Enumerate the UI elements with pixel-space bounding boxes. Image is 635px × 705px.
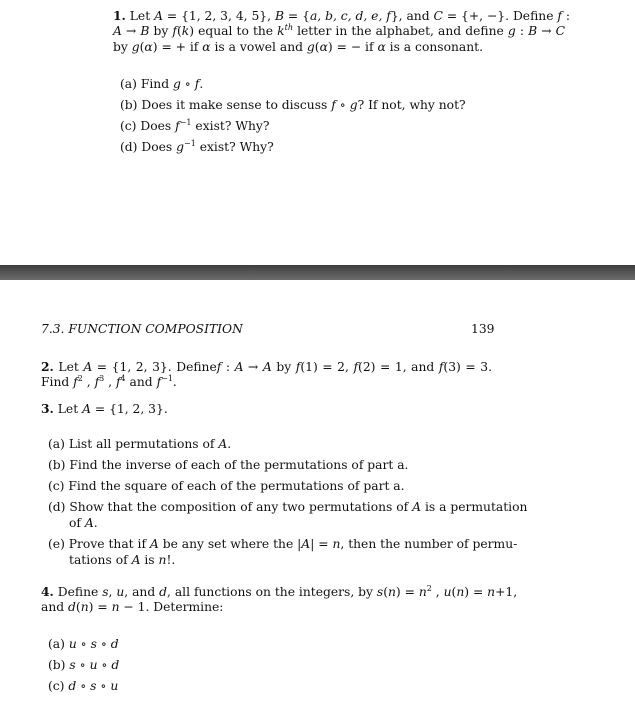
- problem-4-part-c: (c) d ∘ s ∘ u: [48, 679, 119, 693]
- problem-3-part-d-line-2: of A.: [69, 516, 98, 530]
- problem-1-line-3: by g(α) = + if α is a vowel and g(α) = − if α is a consonant.: [113, 40, 483, 54]
- problem-3-part-c: (c) Find the square of each of the permutations of part a.: [48, 479, 405, 493]
- problem-4-part-a: (a) u ∘ s ∘ d: [48, 637, 119, 651]
- problem-3-part-d-line-1: (d) Show that the composition of any two permutations of A is a permutation: [48, 500, 528, 514]
- problem-3-part-e-line-1: (e) Prove that if A be any set where the |A| = n, then the number of permu-: [48, 537, 518, 551]
- page-top: [0, 0, 635, 265]
- page-number: 139: [471, 322, 495, 336]
- problem-3-part-b: (b) Find the inverse of each of the permutations of part a.: [48, 458, 409, 472]
- problem-1-part-a: (a) Find g ∘ f.: [120, 77, 204, 91]
- problem-4-line-1: 4. Define s, u, and d, all functions on the integers, by $s(n) = n^2$ , u(n) = n+1,: [41, 584, 518, 599]
- page-bottom: [0, 280, 635, 705]
- problem-1-line-1: 1. Let A = {1, 2, 3, 4, 5}, B = {a, b, c, d, e, f}, and C = {+, −}. Define f :: [113, 8, 571, 23]
- problem-1-part-b: (b) Does it make sense to discuss f ∘ g? If not, why not?: [120, 98, 466, 112]
- problem-3-part-a: (a) List all permutations of A.: [48, 437, 232, 451]
- page-divider: [0, 265, 635, 280]
- running-header-section: 7.3. FUNCTION COMPOSITION: [41, 322, 243, 336]
- problem-1-part-d: (d) Does $g^{-1}$ exist? Why?: [120, 139, 274, 154]
- problem-3-statement: 3. Let A = {1, 2, 3}.: [41, 401, 168, 416]
- problem-2-line-2: Find $f^2$ , $f^3$ , $f^4$ and $f^{-1}$.: [41, 374, 177, 389]
- problem-4-line-2: and d(n) = n − 1. Determine:: [41, 600, 224, 614]
- problem-1-line-2: A → B by f(k) equal to the $k^{th}$ letter in the alphabet, and define g : B → C: [113, 23, 565, 38]
- problem-4-part-b: (b) s ∘ u ∘ d: [48, 658, 120, 672]
- problem-1-part-c: (c) Does $f^{-1}$ exist? Why?: [120, 118, 270, 133]
- problem-3-part-e-line-2: tations of A is n!.: [69, 553, 176, 567]
- problem-2-line-1: 2. Let A = {1, 2, 3}. Definef : A → A by f(1) = 2, f(2) = 1, and f(3) = 3.: [41, 359, 492, 374]
